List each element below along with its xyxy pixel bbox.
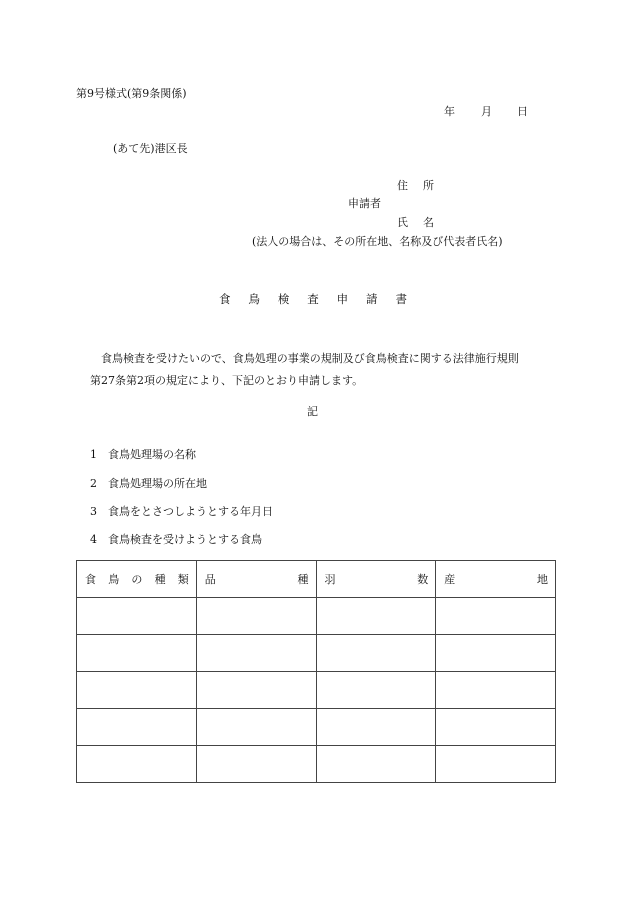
table-cell[interactable] xyxy=(77,672,197,709)
name-label: 氏 名 xyxy=(397,216,434,229)
form-number: 第9号様式(第9条関係) xyxy=(76,87,187,100)
table-row xyxy=(77,746,556,783)
body-line-1: 食鳥検査を受けたいので、食鳥処理の事業の規制及び食鳥検査に関する法律施行規則 xyxy=(101,352,519,365)
list-item: 4 食鳥検査を受けようとする食鳥 xyxy=(90,533,262,546)
table-row xyxy=(77,709,556,746)
table-cell[interactable] xyxy=(316,709,436,746)
table-cell[interactable] xyxy=(436,746,556,783)
list-item: 2 食鳥処理場の所在地 xyxy=(90,477,207,490)
table-header-row xyxy=(77,561,556,598)
poultry-table xyxy=(76,560,556,783)
table-cell[interactable] xyxy=(196,598,316,635)
ki-heading: 記 xyxy=(307,405,318,418)
table-cell[interactable] xyxy=(77,598,197,635)
address-label: 住 所 xyxy=(397,179,434,192)
body-line-2: 第27条第2項の規定により、下記のとおり申請します。 xyxy=(90,374,364,387)
header-breed: 品 種 xyxy=(196,561,316,598)
header-origin: 産 地 xyxy=(436,561,556,598)
addressee: (あて先)港区長 xyxy=(113,142,188,155)
corporation-note: (法人の場合は、その所在地、名称及び代表者氏名) xyxy=(252,235,503,248)
table-cell[interactable] xyxy=(196,709,316,746)
table-cell[interactable] xyxy=(196,672,316,709)
table-cell[interactable] xyxy=(77,635,197,672)
table-cell[interactable] xyxy=(77,709,197,746)
table-row xyxy=(77,635,556,672)
table-cell[interactable] xyxy=(436,598,556,635)
table-cell[interactable] xyxy=(316,746,436,783)
date-month: 月 xyxy=(481,105,492,118)
table-cell[interactable] xyxy=(436,635,556,672)
table-row xyxy=(77,598,556,635)
header-count: 羽 数 xyxy=(316,561,436,598)
date-day: 日 xyxy=(517,105,528,118)
page-title: 食 鳥 検 査 申 請 書 xyxy=(219,292,407,306)
application-body xyxy=(90,348,570,392)
table-cell[interactable] xyxy=(316,635,436,672)
date-year: 年 xyxy=(444,105,455,118)
table-cell[interactable] xyxy=(436,672,556,709)
table-cell[interactable] xyxy=(196,635,316,672)
table-cell[interactable] xyxy=(436,709,556,746)
applicant-label: 申請者 xyxy=(348,197,381,210)
table-cell[interactable] xyxy=(77,746,197,783)
list-item: 1 食鳥処理場の名称 xyxy=(90,448,196,461)
table-cell[interactable] xyxy=(316,598,436,635)
header-poultry-type: 食 鳥 の 種 類 xyxy=(77,561,197,598)
date-line xyxy=(444,105,528,119)
table-row xyxy=(77,672,556,709)
list-item: 3 食鳥をとさつしようとする年月日 xyxy=(90,505,273,518)
table-cell[interactable] xyxy=(316,672,436,709)
table-cell[interactable] xyxy=(196,746,316,783)
